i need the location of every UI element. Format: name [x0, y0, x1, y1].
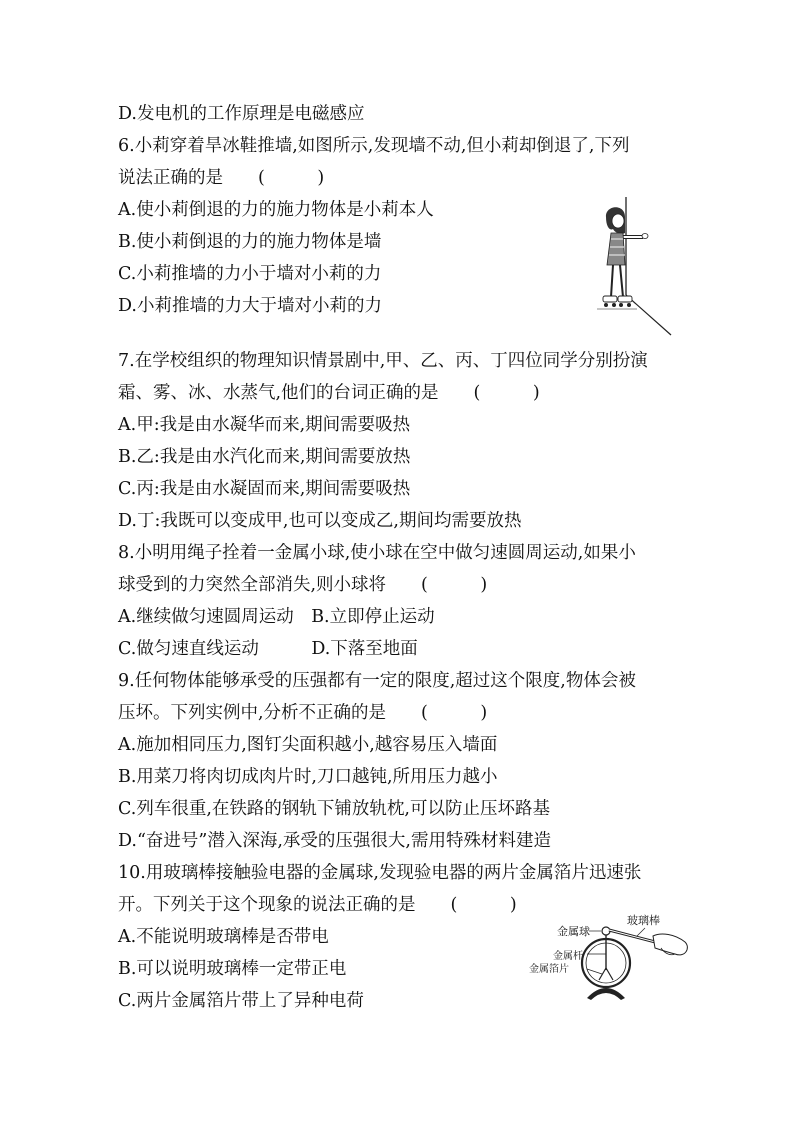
q6-option-a: A.使小莉倒退的力的施力物体是小莉本人 [118, 200, 434, 220]
q8-options-cd: C.做匀速直线运动 D.下落至地面 [118, 639, 418, 659]
q7-stem-line1: 7.在学校组织的物理知识情景剧中,甲、乙、丙、丁四位同学分别扮演 [118, 351, 648, 371]
q9-option-c: C.列车很重,在铁路的钢轨下铺放轨枕,可以防止压坏路基 [118, 799, 550, 819]
q6-option-c: C.小莉推墙的力小于墙对小莉的力 [118, 264, 382, 284]
q10-stem-line2: 开。下列关于这个现象的说法正确的是 ( ) [118, 895, 517, 915]
q9-option-d: D.“奋进号”潜入深海,承受的压强很大,需用特殊材料建造 [118, 831, 551, 851]
q8-stem-line2: 球受到的力突然全部消失,则小球将 ( ) [118, 575, 488, 595]
q9-stem-line1: 9.任何物体能够承受的压强都有一定的限度,超过这个限度,物体会被 [118, 671, 636, 691]
q8-stem-line1: 8.小明用绳子拴着一金属小球,使小球在空中做匀速圆周运动,如果小 [118, 543, 636, 563]
q9-stem-line2: 压坏。下列实例中,分析不正确的是 ( ) [118, 703, 488, 723]
q9-option-b: B.用菜刀将肉切成肉片时,刀口越钝,所用压力越小 [118, 767, 498, 787]
label-metal-stem: 金属杆 [553, 951, 583, 962]
label-metal-ball: 金属球 [557, 925, 590, 938]
label-glass-rod: 玻璃棒 [627, 914, 660, 927]
girl-pushing-wall-figure [595, 195, 675, 340]
q10-option-b: B.可以说明玻璃棒一定带正电 [118, 959, 347, 979]
q6-option-b: B.使小莉倒退的力的施力物体是墙 [118, 232, 382, 252]
q6-option-d: D.小莉推墙的力大于墙对小莉的力 [118, 296, 382, 316]
q9-option-a: A.施加相同压力,图钉尖面积越小,越容易压入墙面 [118, 735, 498, 755]
label-metal-leaves: 金属箔片 [529, 964, 569, 975]
q6-stem-line1: 6.小莉穿着旱冰鞋推墙,如图所示,发现墙不动,但小莉却倒退了,下列 [118, 136, 630, 156]
q7-option-a: A.甲:我是由水凝华而来,期间需要吸热 [118, 415, 411, 435]
q7-option-b: B.乙:我是由水汽化而来,期间需要放热 [118, 447, 411, 467]
q10-stem-line1: 10.用玻璃棒接触验电器的金属球,发现验电器的两片金属箔片迅速张 [118, 863, 642, 883]
q8-options-ab: A.继续做匀速圆周运动 B.立即停止运动 [118, 607, 435, 627]
q7-option-d: D.丁:我既可以变成甲,也可以变成乙,期间均需要放热 [118, 511, 522, 531]
q5-option-d: D.发电机的工作原理是电磁感应 [118, 104, 365, 124]
q10-option-c: C.两片金属箔片带上了异种电荷 [118, 991, 364, 1011]
q7-option-c: C.丙:我是由水凝固而来,期间需要吸热 [118, 479, 411, 499]
q10-option-a: A.不能说明玻璃棒是否带电 [118, 927, 329, 947]
q7-stem-line2: 霜、雾、冰、水蒸气,他们的台词正确的是 ( ) [118, 383, 540, 403]
q6-stem-line2: 说法正确的是 ( ) [118, 168, 325, 188]
electroscope-figure [525, 914, 700, 1008]
